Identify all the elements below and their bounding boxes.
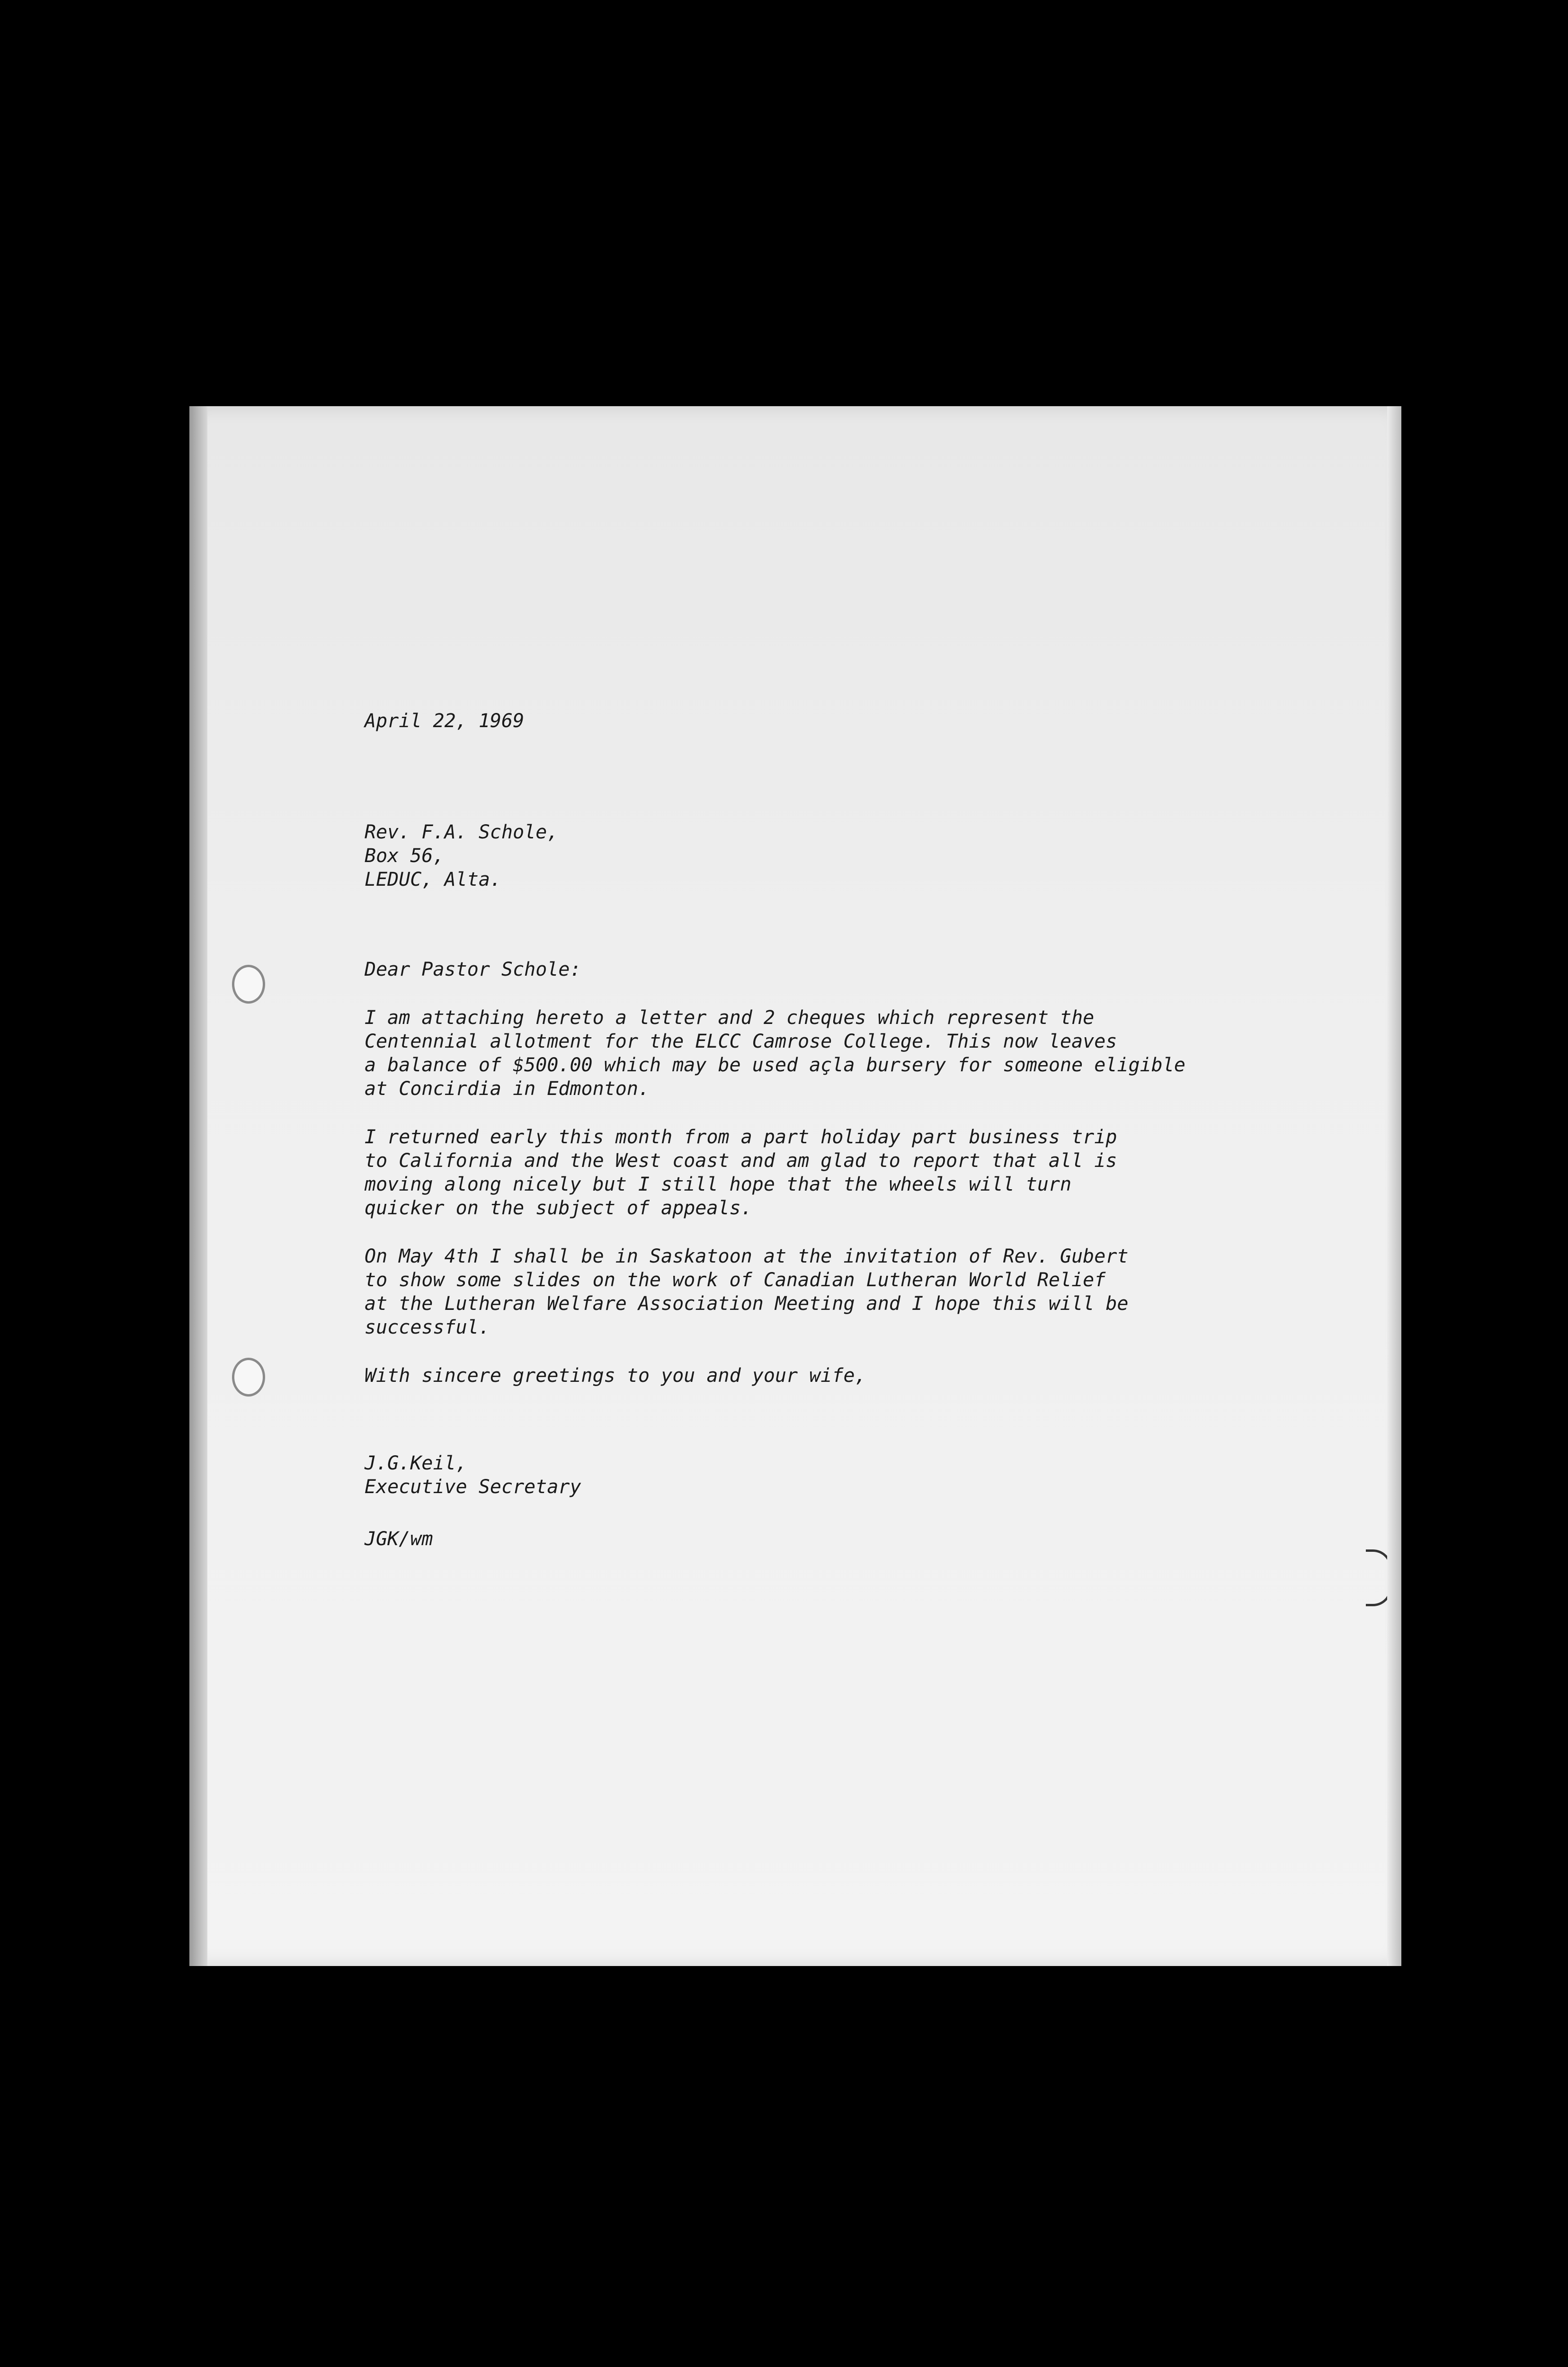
signer-name: J.G.Keil, [365, 1452, 467, 1474]
address-line: LEDUC, Alta. [365, 869, 501, 890]
closing: With sincere greetings to you and your wife, [365, 1365, 866, 1387]
signer-title: Executive Secretary [365, 1476, 581, 1498]
address-line: Rev. F.A. Schole, [365, 821, 559, 843]
paragraph-3: On May 4th I shall be in Saskatoon at the invitation of Rev. Gubert to show some slides on the work of Canadian Lutheran World Relief at the Lutheran Welfare Association Meeting and I hope this will be successful. [365, 1246, 1129, 1338]
paragraph-2: I returned early this month from a part holiday part business trip to California and the West coast and am glad to report that all is moving along nicely but I still hope that the wheels will turn quicker on the subject of appeals. [365, 1126, 1117, 1219]
recipient-address [365, 820, 1368, 891]
punch-hole-bottom [232, 1358, 265, 1397]
letter-page [189, 406, 1401, 1966]
typist-initials: JGK/wm [365, 1528, 433, 1550]
address-line: Box 56, [365, 845, 445, 867]
letter-body [365, 709, 1368, 1551]
punch-hole-top [232, 965, 265, 1004]
paragraph-1: I am attaching hereto a letter and 2 cheques which represent the Centennial allotment for the ELCC Camrose College. This now leaves a balance of $500.00 which may be used açla bursery for someone eligible at Concirdia in Edmonton. [365, 1007, 1185, 1100]
signature-block [365, 1451, 1368, 1499]
salutation: Dear Pastor Schole: [365, 959, 581, 980]
handwritten-bracket-mark [1366, 1549, 1392, 1606]
letter-date: April 22, 1969 [365, 710, 525, 732]
